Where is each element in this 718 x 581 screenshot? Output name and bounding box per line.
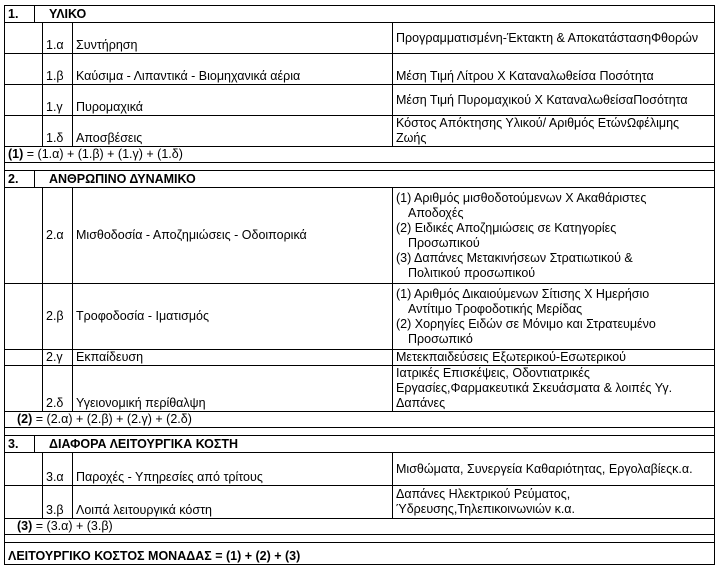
item-code: 2.α <box>43 188 73 284</box>
item-name: Λοιπά λειτουργικά κόστη <box>73 486 393 519</box>
table-row <box>5 284 715 350</box>
section-title: ΑΝΘΡΩΠΙΝΟ ΔΥΝΑΜΙΚΟ <box>35 171 715 188</box>
table-row <box>5 85 715 116</box>
table-row <box>5 366 715 412</box>
item-description: Δαπάνες Ηλεκτρικού Ρεύματος, Ύδρευσης,Τηλεπικοινωνιών κ.α. <box>393 486 715 519</box>
table-row <box>5 188 715 284</box>
item-code: 1.γ <box>43 85 73 116</box>
item-description: Μισθώματα, Συνεργεία Καθαριότητας, Εργολαβίεςκ.α. <box>393 453 715 486</box>
table-row <box>5 350 715 366</box>
table-row <box>5 116 715 147</box>
item-name: Μισθοδοσία - Αποζημιώσεις - Οδοιπορικά <box>73 188 393 284</box>
spacer-row <box>5 163 715 171</box>
spacer-row <box>5 428 715 436</box>
section-3-header <box>5 436 715 453</box>
section-title: ΥΛΙΚΟ <box>35 6 715 23</box>
item-name: Υγειονομική περίθαλψη <box>73 366 393 412</box>
section-number: 2. <box>5 171 35 188</box>
table-row <box>5 54 715 85</box>
item-code: 2.β <box>43 284 73 350</box>
item-description: Ιατρικές Επισκέψεις, Οδοντιατρικές Εργασίες,Φαρμακευτικά Σκευάσματα & λοιπές Υγ. Δαπάνες <box>393 366 715 412</box>
formula-text: = (2.α) + (2.β) + (2.γ) + (2.δ) <box>32 412 192 426</box>
item-code: 1.α <box>43 23 73 54</box>
section-2-header <box>5 171 715 188</box>
table-row <box>5 453 715 486</box>
item-description: (1) Αριθμός μισθοδοτούμενων Χ Ακαθάριστες Αποδοχές (2) Ειδικές Αποζημιώσεις σε Κατηγορίες Προσωπικού (3) Δαπάνες Μετακινήσεων Στρατιωτικού & Πολιτικού προσωπικού <box>393 188 715 284</box>
item-code: 3.α <box>43 453 73 486</box>
formula-text: = (3.α) + (3.β) <box>32 519 113 533</box>
formula-label: (1) <box>8 147 24 161</box>
formula-text: = (1.α) + (1.β) + (1.γ) + (1.δ) <box>23 147 183 161</box>
item-code: 3.β <box>43 486 73 519</box>
item-description: Μετεκπαιδεύσεις Εξωτερικού-Εσωτερικού <box>393 350 715 366</box>
section-number: 1. <box>5 6 35 23</box>
item-code: 2.δ <box>43 366 73 412</box>
item-name: Παροχές - Υπηρεσίες από τρίτους <box>73 453 393 486</box>
unit-operating-cost-row <box>5 543 715 565</box>
section-title: ΔΙΑΦΟΡΑ ΛΕΙΤΟΥΡΓΙΚΑ ΚΟΣΤΗ <box>35 436 715 453</box>
section-1-header <box>5 6 715 23</box>
item-name: Εκπαίδευση <box>73 350 393 366</box>
section-1-formula <box>5 147 715 163</box>
item-name: Συντήρηση <box>73 23 393 54</box>
section-2-formula <box>5 412 715 428</box>
section-number: 3. <box>5 436 35 453</box>
item-code: 1.β <box>43 54 73 85</box>
item-description: Προγραμματισμένη-Έκτακτη & ΑποκατάστασηΦθορών <box>393 23 715 54</box>
item-code: 2.γ <box>43 350 73 366</box>
item-description: Κόστος Απόκτησης Υλικού/ Αριθμός ΕτώνΩφέλιμης Ζωής <box>393 116 715 147</box>
item-name: Τροφοδοσία - Ιματισμός <box>73 284 393 350</box>
formula-label: (2) <box>17 412 33 426</box>
item-name: Καύσιμα - Λιπαντικά - Βιομηχανικά αέρια <box>73 54 393 85</box>
unit-operating-cost-formula: ΛΕΙΤΟΥΡΓΙΚΟ ΚΟΣΤΟΣ ΜΟΝΑΔΑΣ = (1) + (2) + (3) <box>5 543 715 565</box>
formula-label: (3) <box>17 519 33 533</box>
table-row <box>5 486 715 519</box>
item-description: (1) Αριθμός Δικαιούμενων Σίτισης Χ Ημερήσιο Αντίτιμο Τροφοδοτικής Μερίδας (2) Χορηγίες Ειδών σε Μόνιμο και Στρατευμένο Προσωπικό <box>393 284 715 350</box>
section-3-formula <box>5 519 715 535</box>
item-name: Αποσβέσεις <box>73 116 393 147</box>
table-row <box>5 23 715 54</box>
item-code: 1.δ <box>43 116 73 147</box>
operating-cost-table <box>4 5 715 565</box>
spacer-row <box>5 535 715 543</box>
item-name: Πυρομαχικά <box>73 85 393 116</box>
item-description: Μέση Τιμή Πυρομαχικού Χ ΚαταναλωθείσαΠοσότητα <box>393 85 715 116</box>
item-description: Μέση Τιμή Λίτρου Χ Καταναλωθείσα Ποσότητα <box>393 54 715 85</box>
